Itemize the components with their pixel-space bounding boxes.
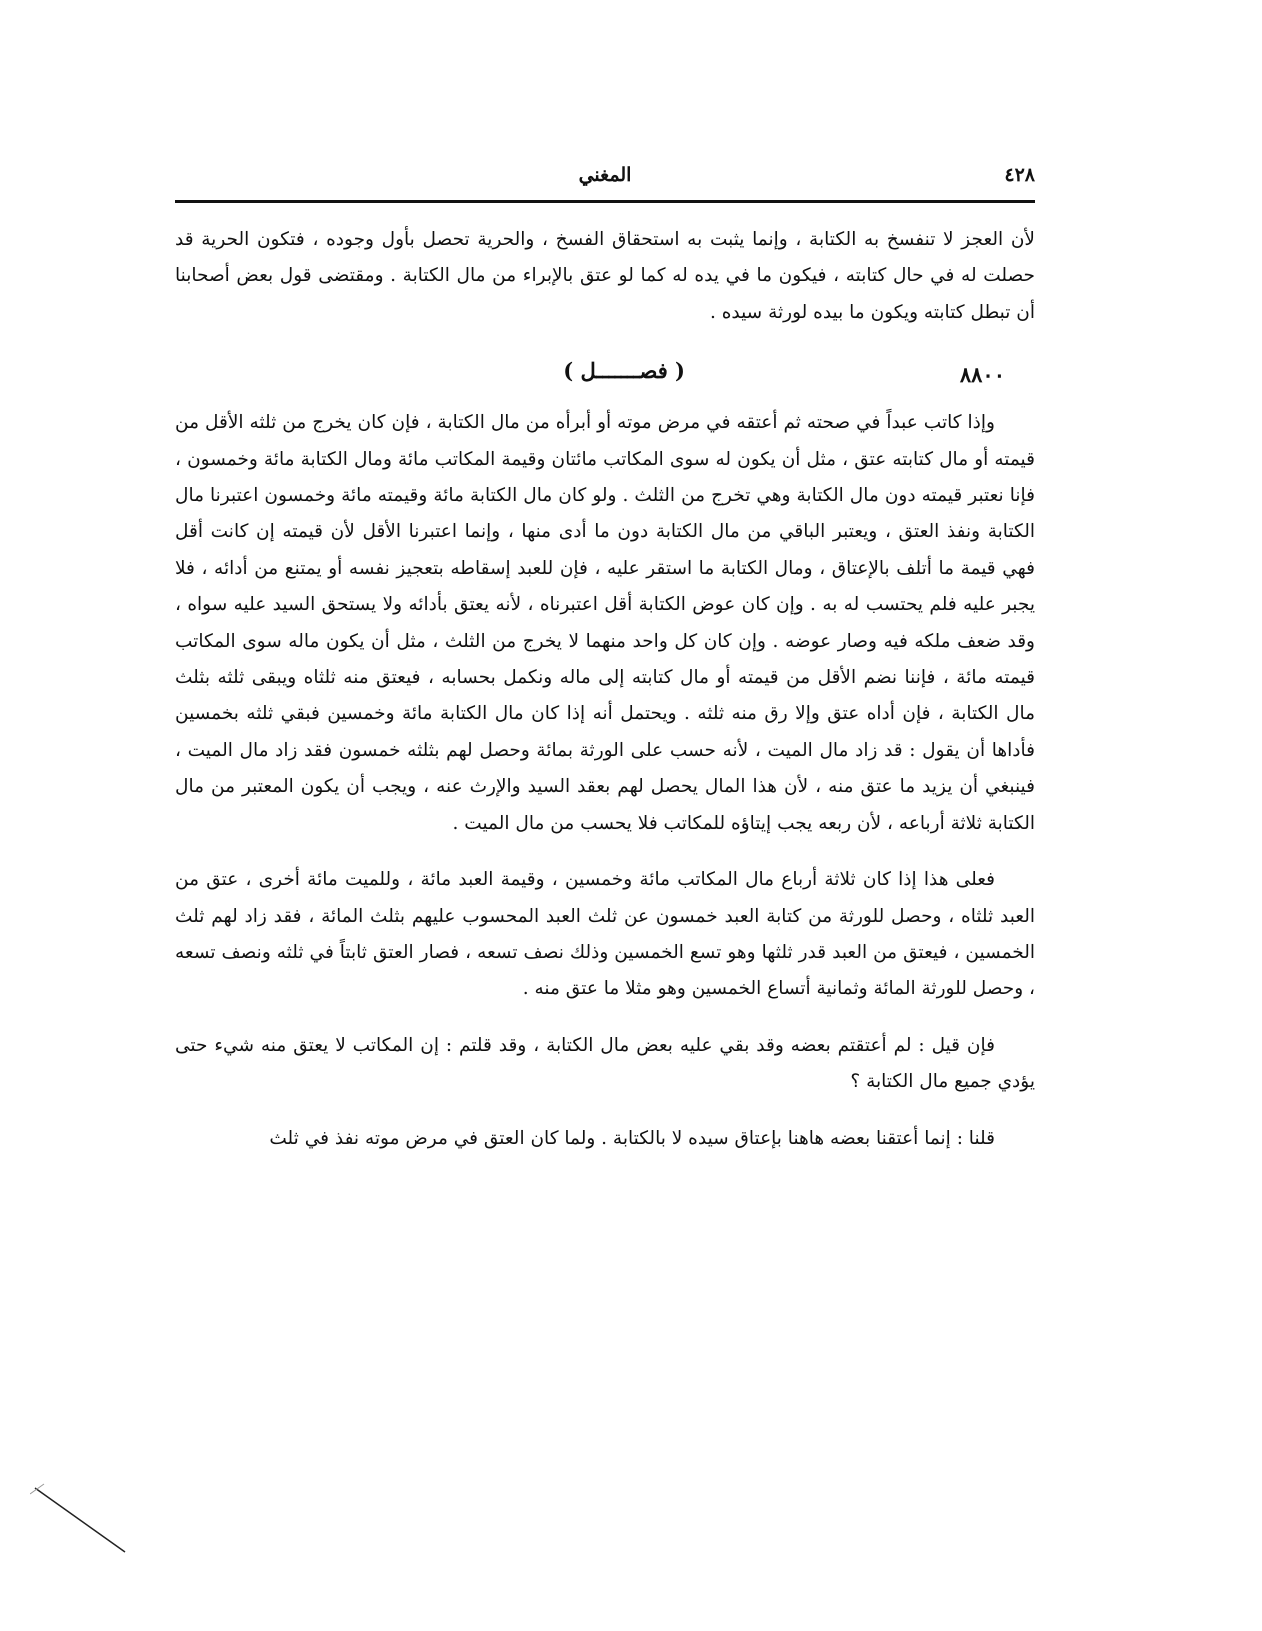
page-header <box>175 150 1035 196</box>
section-number: ٨٨٠٠ <box>959 362 1005 388</box>
paragraph: فعلى هذا إذا كان ثلاثة أرباع مال المكاتب مائة وخمسين ، وقيمة العبد مائة ، وللميت مائة أخرى ، عتق من العبد ثلثاه ، وحصل للورثة من كتابة العبد خمسون عن ثلث العبد المحسوب عليهم بثلث المائة ، فقد زاد لهم ثلث الخمسين ، فيعتق من العبد قدر ثلثها وهو تسع الخمسين وذلك نصف تسعه ، فصار العتق ثابتاً في ثلثه ونصف تسعه ، وحصل للورثة المائة وثمانية أتساع الخمسين وهو مثلا ما عتق منه . <box>175 869 1035 1000</box>
section-title: ( فصـــــــل ) <box>563 358 685 384</box>
page-number: ٤٢٨ <box>1004 164 1035 186</box>
book-title: المغني <box>578 164 632 186</box>
paragraph: وإذا كاتب عبداً في صحته ثم أعتقه في مرض موته أو أبرأه من مال الكتابة ، فإن كان يخرج من ثلثه الأقل من قيمته أو مال كتابته عتق ، مثل أن يكون له سوى المكاتب مائتان وقيمة المكاتب مائة ومال الكتابة مائة وخمسون ، فإنا نعتبر قيمته دون مال الكتابة وهي تخرج من الثلث . ولو كان مال الكتابة مائة وقيمته مائة وخمسون اعتبرنا مال الكتابة ونفذ العتق ، ويعتبر الباقي من مال الكتابة دون ما أدى منها ، وإنما اعتبرنا الأقل لأن قيمته إن كانت أقل فهي قيمة ما أتلف بالإعتاق ، ومال الكتابة ما استقر عليه ، فإن للعبد إسقاطه بتعجيز نفسه أو يمتنع من أدائه ، فلا يجبر عليه فلم يحتسب له به . وإن كان عوض الكتابة أقل اعتبرناه ، لأنه يعتق بأدائه ولا يستحق السيد عليه سواه ، وقد ضعف ملكه فيه وصار عوضه . وإن كان كل واحد منهما لا يخرج من الثلث ، مثل أن يكون ماله سوى المكاتب قيمته مائة ، فإننا نضم الأقل من قيمته أو مال كتابته إلى ماله ونكمل بحسابه ، فيعتق منه ثلثاه ويبقى ثلثه بثلث مال الكتابة ، فإن أداه عتق وإلا رق منه ثلثه . ويحتمل أنه إذا كان مال الكتابة مائة وخمسين فبقي ثلثه بخمسين فأداها أن يقول : قد زاد مال الميت ، لأنه حسب على الورثة بمائة وحصل لهم بثلثه خمسون فقد زاد مال الميت ، فينبغي أن يزيد ما عتق منه ، لأن هذا المال يحصل لهم بعقد السيد والإرث عنه ، ويجب أن يكون المعتبر من مال الكتابة ثلاثة أرباعه ، لأن ربعه يجب إيتاؤه للمكاتب فلا يحسب من مال الميت . <box>175 412 1036 834</box>
paragraph: فإن قيل : لم أعتقتم بعضه وقد بقي عليه بعض مال الكتابة ، وقد قلتم : إن المكاتب لا يعتق منه شيء حتى يؤدي جميع مال الكتابة ؟ <box>175 1034 1035 1093</box>
paragraph: قلنا : إنما أعتقنا بعضه هاهنا بإعتاق سيده لا بالكتابة . ولما كان العتق في مرض موته نفذ في ثلث <box>269 1127 995 1149</box>
header-rule <box>175 200 1035 203</box>
page-body <box>175 222 1035 1157</box>
paragraph: لأن العجز لا تنفسخ به الكتابة ، وإنما يثبت به استحقاق الفسخ ، والحرية تحصل بأول وجوده ، فتكون الحرية قد حصلت له في حال كتابته ، فيكون ما في يده له كما لو عتق بالإبراء من مال الكتابة . ومقتضى قول بعض أصحابنا أن تبطل كتابته ويكون ما بيده لورثة سيده . <box>175 229 1035 323</box>
scan-stroke-mark <box>30 1480 130 1560</box>
section-heading <box>175 353 1035 393</box>
